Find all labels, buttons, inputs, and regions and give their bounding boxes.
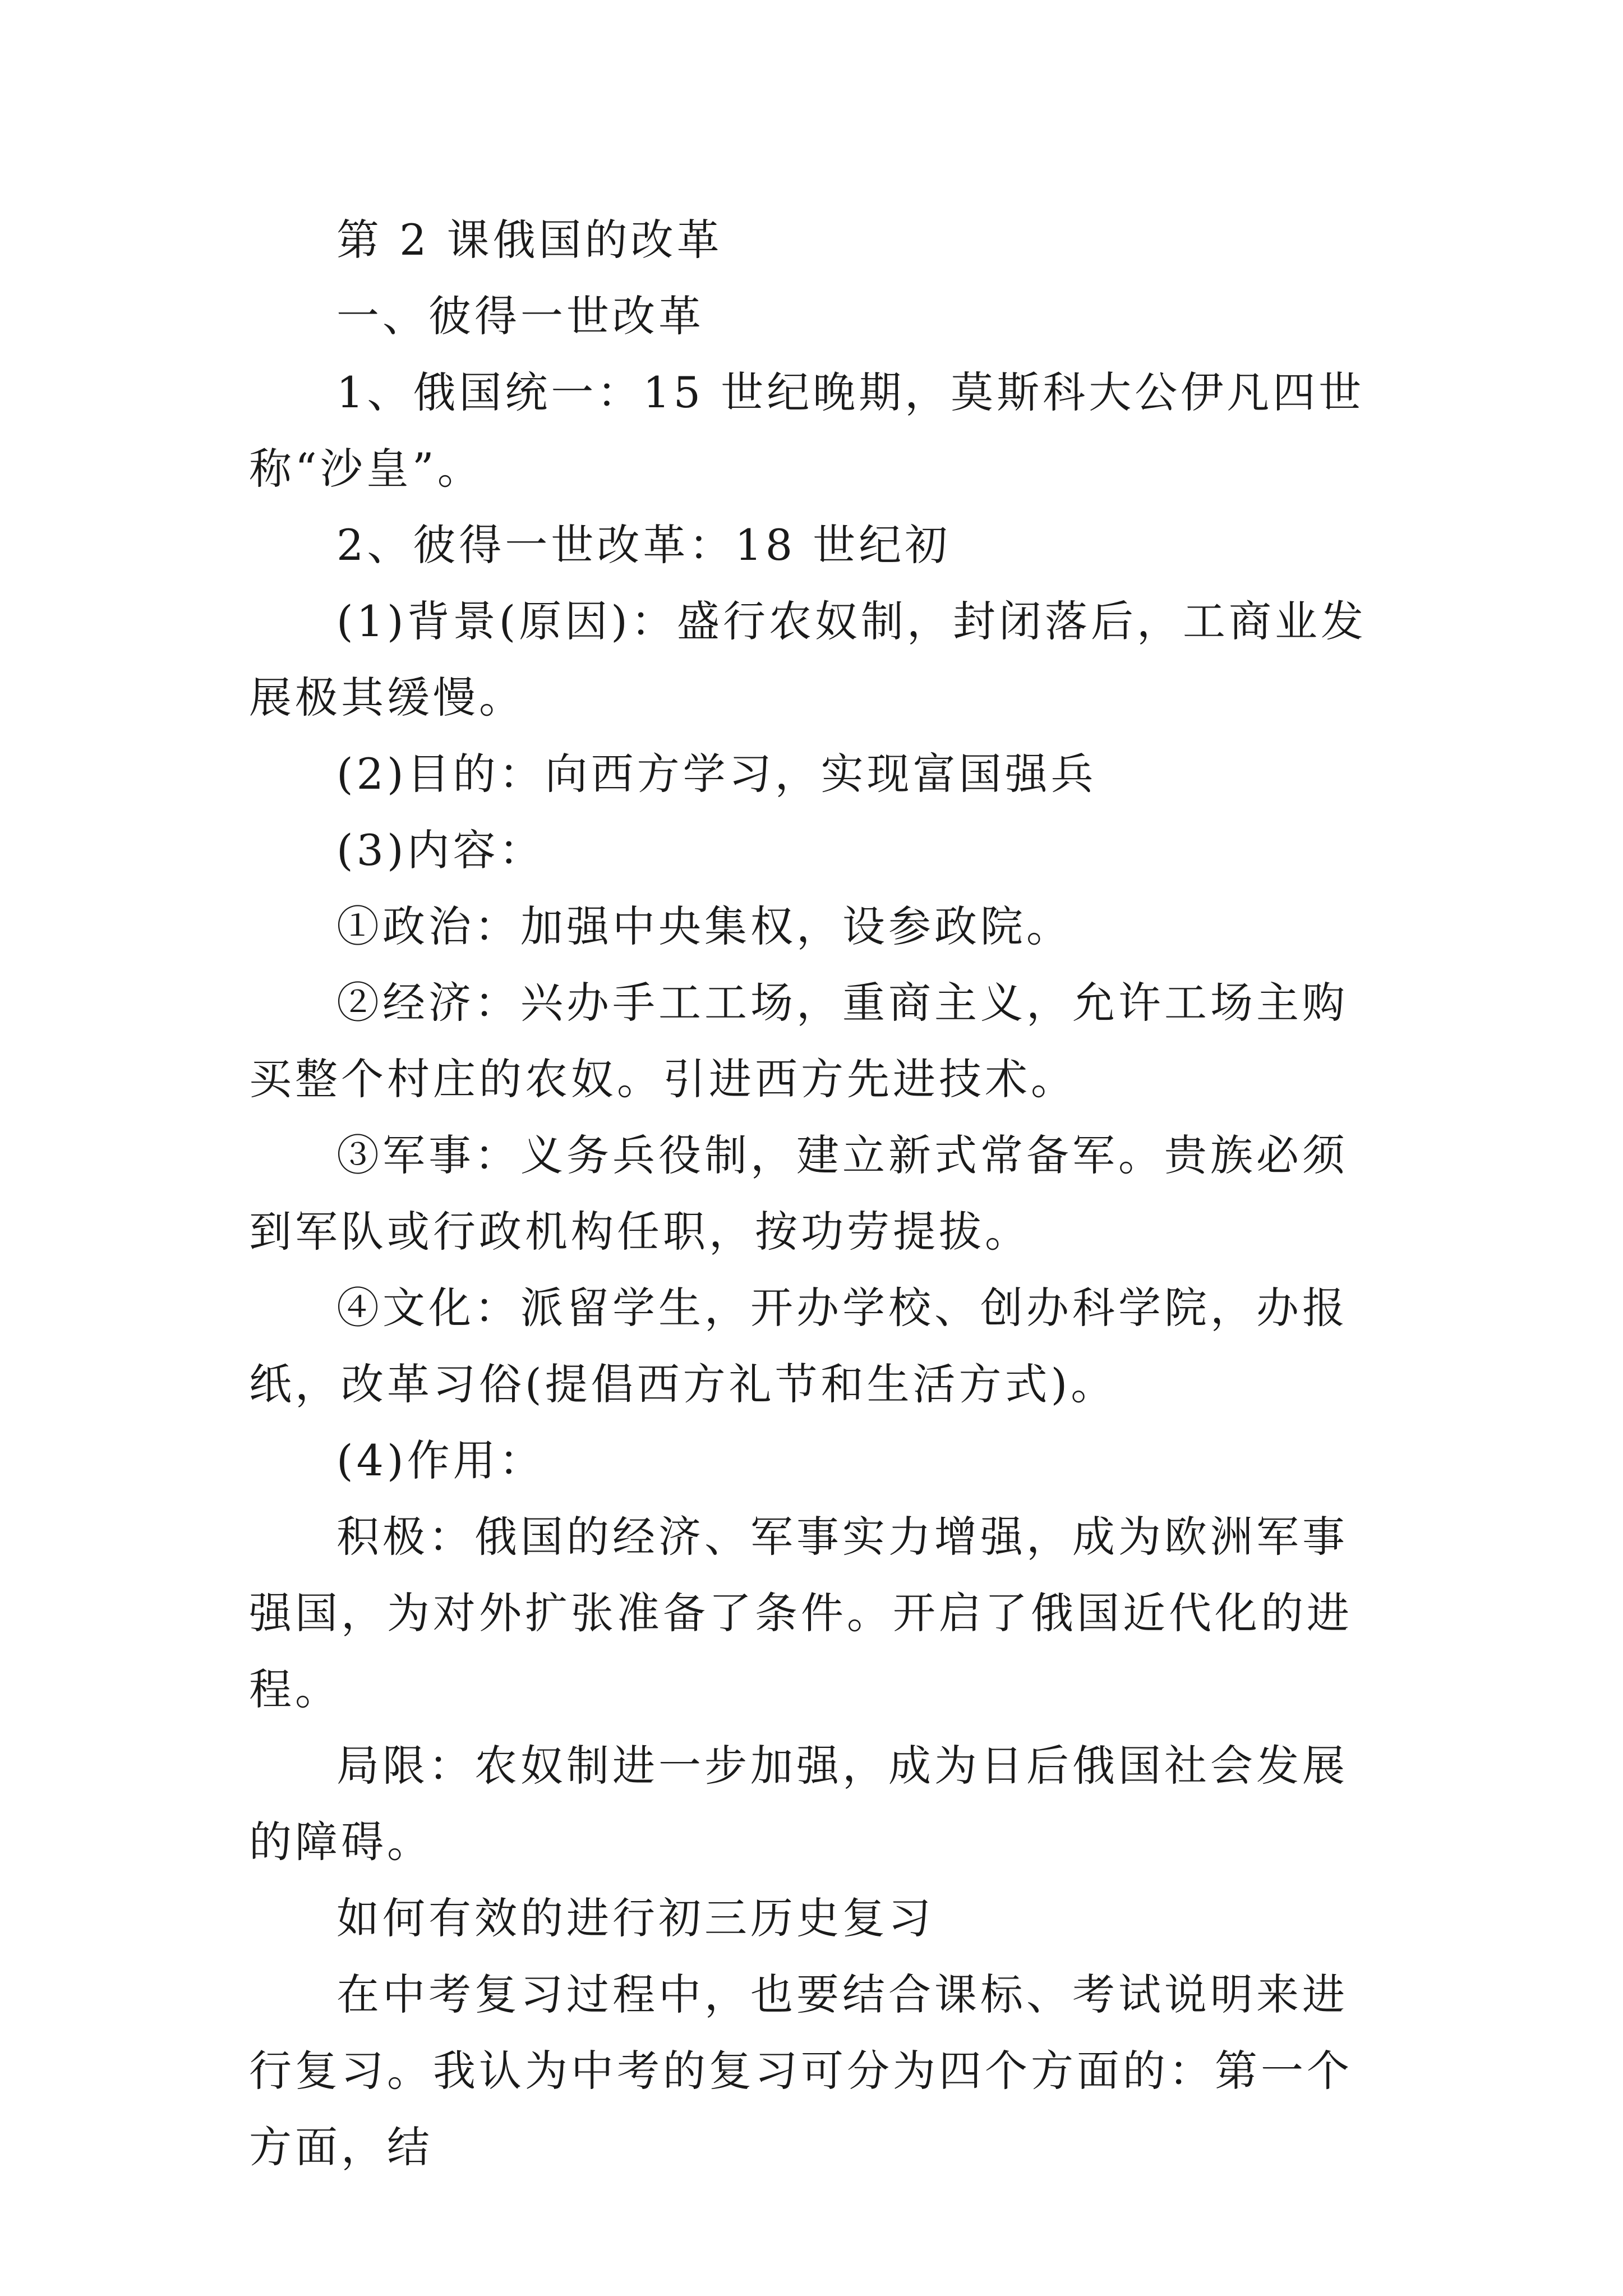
- paragraph: (4)作用：: [336, 1435, 545, 1485]
- paragraph: (2)目的：向西方学习，实现富国强兵: [336, 749, 1097, 799]
- document-body: [249, 202, 1393, 2185]
- paragraph: 积极：俄国的经济、军事实力增强，成为欧洲军事强国，为对外扩张准备了条件。开启了俄国近代化的进程。: [249, 1512, 1353, 1714]
- section-heading: 如何有效的进行初三历史复习: [336, 1893, 934, 1943]
- paragraph: ③军事：义务兵役制，建立新式常备军。贵族必须到军队或行政机构任职，按功劳提拔。: [249, 1130, 1348, 1257]
- section-heading: 一、彼得一世改革: [336, 291, 704, 341]
- lesson-title: 第 2 课俄国的改革: [336, 215, 723, 265]
- paragraph: 局限：农奴制进一步加强，成为日后俄国社会发展的障碍。: [249, 1741, 1348, 1867]
- paragraph: 1、俄国统一：15 世纪晚期，莫斯科大公伊凡四世称“沙皇”。: [249, 367, 1365, 494]
- paragraph: 在中考复习过程中，也要结合课标、考试说明来进行复习。我认为中考的复习可分为四个方面的：第一个方面，结: [249, 1970, 1353, 2172]
- paragraph: ①政治：加强中央集权，设参政院。: [336, 901, 1072, 951]
- paragraph: 2、彼得一世改革：18 世纪初: [336, 520, 951, 570]
- paragraph: ④文化：派留学生，开办学校、创办科学院，办报纸，改革习俗(提倡西方礼节和生活方式)。: [249, 1283, 1348, 1409]
- paragraph: (3)内容：: [336, 825, 545, 875]
- paragraph: ②经济：兴办手工工场，重商主义，允许工场主购买整个村庄的农奴。引进西方先进技术。: [249, 978, 1348, 1104]
- paragraph: (1)背景(原因)：盛行农奴制，封闭落后，工商业发展极其缓慢。: [249, 596, 1367, 723]
